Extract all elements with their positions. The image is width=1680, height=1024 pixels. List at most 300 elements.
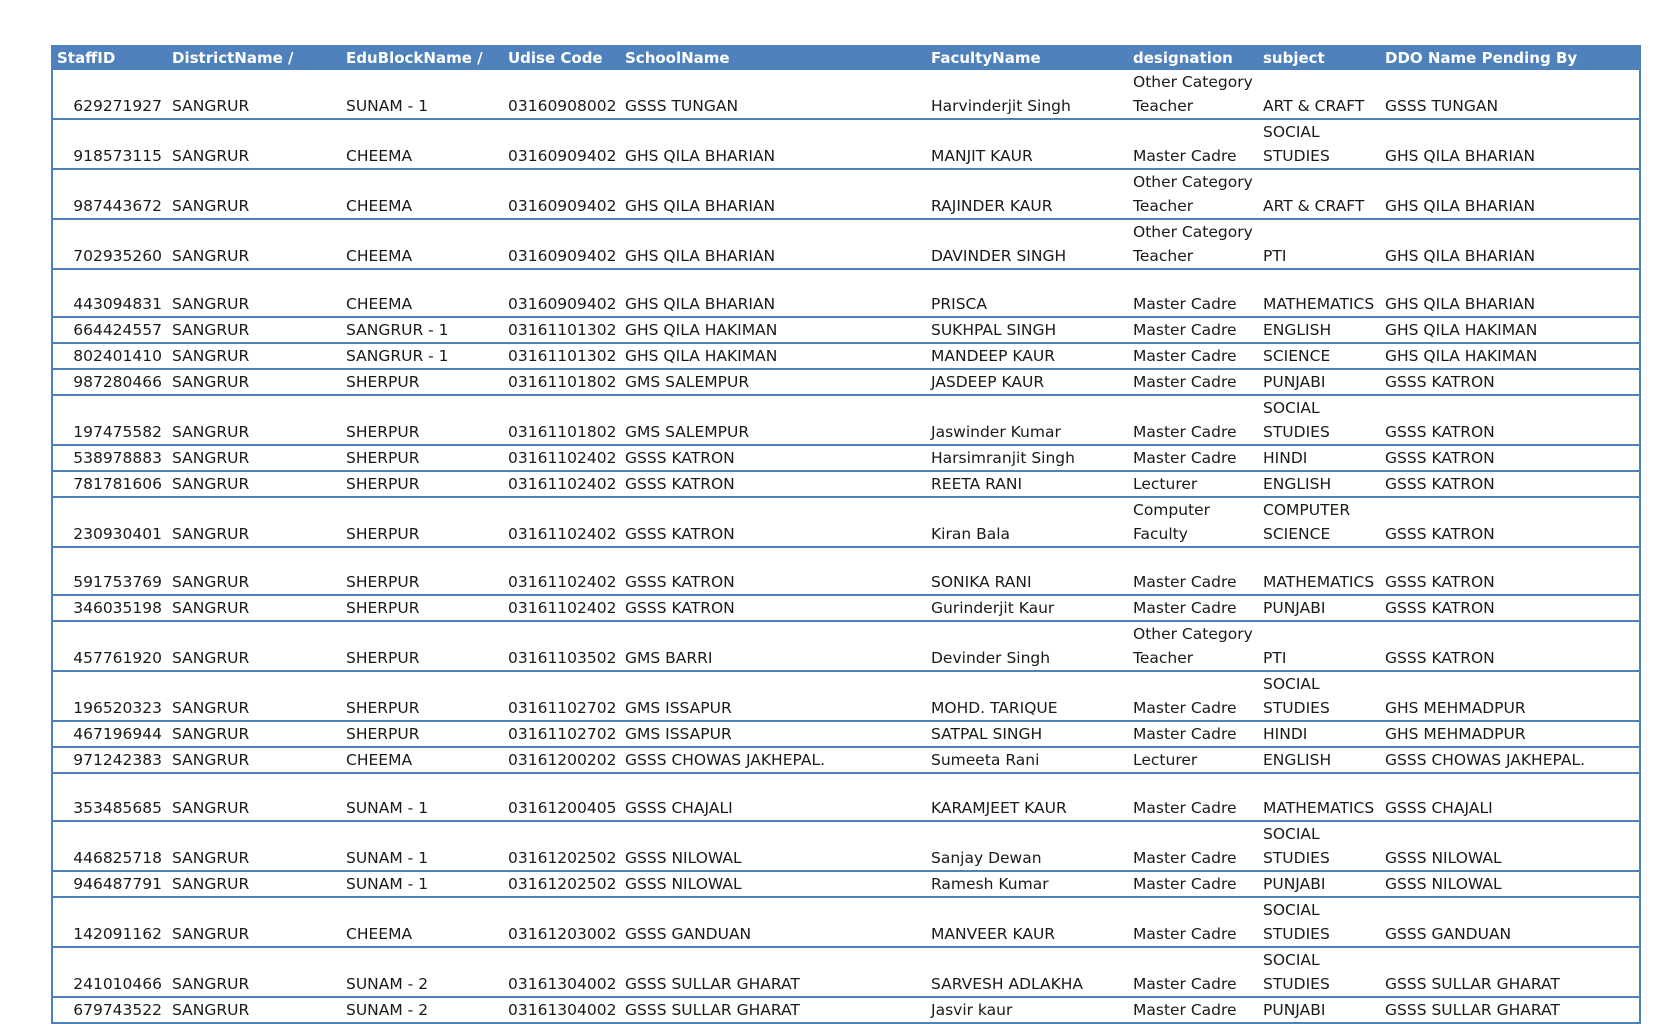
cell-ddo[interactable]: GHS MEHMADPUR bbox=[1385, 725, 1526, 743]
cell-district[interactable]: SANGRUR bbox=[172, 799, 250, 817]
cell-udise[interactable]: 03161102702 bbox=[508, 699, 617, 717]
cell-designation[interactable] bbox=[1129, 821, 1259, 871]
table-row[interactable] bbox=[52, 497, 1640, 547]
cell-school[interactable]: GSSS KATRON bbox=[625, 599, 735, 617]
cell-edublock[interactable]: SANGRUR - 1 bbox=[346, 321, 449, 339]
cell-district[interactable]: SANGRUR bbox=[172, 599, 250, 617]
cell-designation[interactable] bbox=[1129, 169, 1259, 219]
cell-subject[interactable] bbox=[1259, 821, 1381, 871]
cell-designation[interactable] bbox=[1129, 621, 1259, 671]
cell-designation[interactable] bbox=[1129, 871, 1259, 897]
cell-ddo[interactable]: GSSS KATRON bbox=[1385, 423, 1495, 441]
cell-staffid[interactable]: 679743522 bbox=[73, 1001, 162, 1019]
cell-edublock[interactable]: SHERPUR bbox=[346, 649, 420, 667]
cell-edublock[interactable]: CHEEMA bbox=[346, 147, 413, 165]
cell-designation[interactable] bbox=[1129, 269, 1259, 317]
cell-designation[interactable] bbox=[1129, 70, 1259, 119]
cell-designation-line: Other Category bbox=[1133, 73, 1253, 91]
cell-faculty[interactable]: RAJINDER KAUR bbox=[931, 197, 1053, 215]
cell-staffid[interactable]: 781781606 bbox=[73, 475, 162, 493]
cell-edublock[interactable]: SHERPUR bbox=[346, 573, 420, 591]
cell-udise[interactable]: 03161102702 bbox=[508, 725, 617, 743]
cell-faculty[interactable]: MOHD. TARIQUE bbox=[931, 699, 1058, 717]
cell-district[interactable]: SANGRUR bbox=[172, 649, 250, 667]
table-body bbox=[52, 70, 1640, 1023]
cell-ddo[interactable]: GSSS KATRON bbox=[1385, 373, 1495, 391]
spreadsheet-page bbox=[51, 45, 1639, 1024]
cell-ddo[interactable]: GSSS NILOWAL bbox=[1385, 875, 1502, 893]
cell-school[interactable]: GHS QILA HAKIMAN bbox=[625, 347, 778, 365]
cell-udise[interactable]: 03161101302 bbox=[508, 321, 617, 339]
cell-ddo[interactable]: GSSS KATRON bbox=[1385, 525, 1495, 543]
cell-faculty[interactable]: MANDEEP KAUR bbox=[931, 347, 1055, 365]
cell-subject[interactable] bbox=[1259, 747, 1381, 773]
cell-school[interactable]: GSSS KATRON bbox=[625, 573, 735, 591]
header-subject[interactable]: subject bbox=[1259, 45, 1381, 70]
cell-subject[interactable] bbox=[1259, 947, 1381, 997]
cell-faculty[interactable]: MANJIT KAUR bbox=[931, 147, 1033, 165]
table-row[interactable] bbox=[52, 595, 1640, 621]
header-staffid[interactable]: StaffID bbox=[52, 45, 168, 70]
cell-district[interactable]: SANGRUR bbox=[172, 975, 250, 993]
cell-staffid[interactable]: 446825718 bbox=[73, 849, 162, 867]
header-faculty[interactable]: FacultyName bbox=[927, 45, 1129, 70]
cell-designation[interactable] bbox=[1129, 671, 1259, 721]
cell-ddo[interactable]: GSSS CHAJALI bbox=[1385, 799, 1493, 817]
cell-designation-line: Other Category bbox=[1133, 223, 1253, 241]
table-row[interactable] bbox=[52, 445, 1640, 471]
cell-designation[interactable] bbox=[1129, 219, 1259, 269]
cell-subject-line: MATHEMATICS bbox=[1263, 799, 1375, 817]
cell-subject-line: ENGLISH bbox=[1263, 475, 1332, 493]
table-row[interactable] bbox=[52, 317, 1640, 343]
cell-subject-line: ENGLISH bbox=[1263, 321, 1332, 339]
cell-ddo[interactable]: GSSS KATRON bbox=[1385, 449, 1495, 467]
table-row[interactable] bbox=[52, 70, 1640, 119]
cell-subject[interactable] bbox=[1259, 395, 1381, 445]
cell-udise[interactable]: 03161200202 bbox=[508, 751, 617, 769]
table-header bbox=[52, 45, 1640, 70]
cell-district[interactable]: SANGRUR bbox=[172, 925, 250, 943]
cell-designation[interactable] bbox=[1129, 547, 1259, 595]
cell-edublock[interactable]: SUNAM - 1 bbox=[346, 849, 429, 867]
cell-subject[interactable] bbox=[1259, 497, 1381, 547]
cell-faculty[interactable]: SONIKA RANI bbox=[931, 573, 1032, 591]
cell-faculty[interactable]: SATPAL SINGH bbox=[931, 725, 1043, 743]
cell-subject-line: PUNJABI bbox=[1263, 1001, 1326, 1019]
cell-edublock[interactable]: SUNAM - 1 bbox=[346, 875, 429, 893]
cell-udise[interactable]: 03161102402 bbox=[508, 449, 617, 467]
cell-faculty[interactable]: Sumeeta Rani bbox=[931, 751, 1040, 769]
table-row[interactable] bbox=[52, 621, 1640, 671]
cell-faculty[interactable]: Devinder Singh bbox=[931, 649, 1051, 667]
cell-subject[interactable] bbox=[1259, 369, 1381, 395]
cell-udise[interactable]: 03161202502 bbox=[508, 875, 617, 893]
cell-subject[interactable] bbox=[1259, 897, 1381, 947]
header-ddo[interactable]: DDO Name Pending By bbox=[1381, 45, 1640, 70]
cell-staffid[interactable]: 197475582 bbox=[73, 423, 162, 441]
cell-district[interactable]: SANGRUR bbox=[172, 875, 250, 893]
cell-designation-line: Lecturer bbox=[1133, 751, 1198, 769]
cell-faculty[interactable]: JASDEEP KAUR bbox=[931, 373, 1045, 391]
cell-subject-line: MATHEMATICS bbox=[1263, 295, 1375, 313]
cell-school[interactable]: GSSS TUNGAN bbox=[625, 97, 739, 115]
cell-udise[interactable]: 03160909402 bbox=[508, 295, 617, 313]
cell-faculty[interactable]: MANVEER KAUR bbox=[931, 925, 1056, 943]
cell-school[interactable]: GMS ISSAPUR bbox=[625, 699, 732, 717]
cell-staffid[interactable]: 241010466 bbox=[73, 975, 162, 993]
cell-edublock[interactable]: SHERPUR bbox=[346, 725, 420, 743]
cell-faculty[interactable]: SUKHPAL SINGH bbox=[931, 321, 1057, 339]
cell-udise[interactable]: 03161103502 bbox=[508, 649, 617, 667]
cell-ddo[interactable]: GSSS TUNGAN bbox=[1385, 97, 1499, 115]
cell-ddo[interactable]: GSSS KATRON bbox=[1385, 573, 1495, 591]
cell-designation-line: Master Cadre bbox=[1133, 147, 1237, 165]
cell-district[interactable]: SANGRUR bbox=[172, 347, 250, 365]
cell-subject-line: SOCIAL bbox=[1263, 901, 1320, 919]
header-district[interactable]: DistrictName / bbox=[168, 45, 342, 70]
cell-school[interactable]: GSSS KATRON bbox=[625, 525, 735, 543]
cell-staffid[interactable]: 457761920 bbox=[73, 649, 162, 667]
cell-designation-line: Master Cadre bbox=[1133, 295, 1237, 313]
cell-udise[interactable]: 03161102402 bbox=[508, 573, 617, 591]
cell-edublock[interactable]: SUNAM - 2 bbox=[346, 975, 429, 993]
cell-designation-line: Master Cadre bbox=[1133, 373, 1237, 391]
cell-district[interactable]: SANGRUR bbox=[172, 197, 250, 215]
cell-school[interactable]: GMS BARRI bbox=[625, 649, 713, 667]
cell-faculty[interactable]: Ramesh Kumar bbox=[931, 875, 1049, 893]
cell-staffid[interactable]: 702935260 bbox=[73, 247, 162, 265]
cell-school[interactable]: GSSS NILOWAL bbox=[625, 849, 742, 867]
table-row[interactable] bbox=[52, 119, 1640, 169]
table-row[interactable] bbox=[52, 269, 1640, 317]
cell-subject-line: STUDIES bbox=[1263, 925, 1330, 943]
cell-ddo[interactable]: GHS QILA BHARIAN bbox=[1385, 147, 1536, 165]
cell-school[interactable]: GHS QILA HAKIMAN bbox=[625, 321, 778, 339]
cell-designation[interactable] bbox=[1129, 997, 1259, 1023]
cell-subject[interactable] bbox=[1259, 671, 1381, 721]
table-row[interactable] bbox=[52, 721, 1640, 747]
cell-district[interactable]: SANGRUR bbox=[172, 1001, 250, 1019]
cell-subject[interactable] bbox=[1259, 773, 1381, 821]
cell-designation[interactable] bbox=[1129, 317, 1259, 343]
cell-faculty[interactable]: REETA RANI bbox=[931, 475, 1023, 493]
cell-designation[interactable] bbox=[1129, 947, 1259, 997]
table-row[interactable] bbox=[52, 343, 1640, 369]
cell-ddo[interactable]: GSSS KATRON bbox=[1385, 649, 1495, 667]
cell-staffid[interactable]: 230930401 bbox=[73, 525, 162, 543]
cell-subject-line: COMPUTER bbox=[1263, 501, 1351, 519]
table-row[interactable] bbox=[52, 671, 1640, 721]
cell-school[interactable]: GMS SALEMPUR bbox=[625, 373, 750, 391]
cell-subject[interactable] bbox=[1259, 721, 1381, 747]
cell-subject[interactable] bbox=[1259, 70, 1381, 119]
cell-designation-line: Master Cadre bbox=[1133, 573, 1237, 591]
cell-district[interactable]: SANGRUR bbox=[172, 321, 250, 339]
cell-edublock[interactable]: CHEEMA bbox=[346, 751, 413, 769]
cell-udise[interactable]: 03161304002 bbox=[508, 1001, 617, 1019]
cell-school[interactable]: GSSS NILOWAL bbox=[625, 875, 742, 893]
cell-subject[interactable] bbox=[1259, 343, 1381, 369]
table-row[interactable] bbox=[52, 547, 1640, 595]
cell-staffid[interactable]: 353485685 bbox=[73, 799, 162, 817]
cell-edublock[interactable]: CHEEMA bbox=[346, 295, 413, 313]
cell-district[interactable]: SANGRUR bbox=[172, 449, 250, 467]
cell-faculty[interactable]: PRISCA bbox=[931, 295, 987, 313]
cell-staffid[interactable]: 987280466 bbox=[73, 373, 162, 391]
cell-udise[interactable]: 03161102402 bbox=[508, 525, 617, 543]
cell-udise[interactable]: 03160909402 bbox=[508, 247, 617, 265]
table-row[interactable] bbox=[52, 471, 1640, 497]
cell-district[interactable]: SANGRUR bbox=[172, 849, 250, 867]
cell-udise[interactable]: 03160909402 bbox=[508, 147, 617, 165]
header-udise[interactable]: Udise Code bbox=[504, 45, 621, 70]
cell-designation-line: Master Cadre bbox=[1133, 725, 1237, 743]
cell-subject-line: ART & CRAFT bbox=[1263, 97, 1365, 115]
cell-faculty[interactable]: DAVINDER SINGH bbox=[931, 247, 1067, 265]
cell-ddo[interactable]: GHS QILA BHARIAN bbox=[1385, 295, 1536, 313]
cell-district[interactable]: SANGRUR bbox=[172, 525, 250, 543]
cell-school[interactable]: GSSS KATRON bbox=[625, 475, 735, 493]
cell-designation[interactable] bbox=[1129, 445, 1259, 471]
cell-ddo[interactable]: GSSS KATRON bbox=[1385, 599, 1495, 617]
header-row bbox=[52, 45, 1640, 70]
cell-designation[interactable] bbox=[1129, 747, 1259, 773]
cell-staffid[interactable]: 142091162 bbox=[73, 925, 162, 943]
cell-school[interactable]: GSSS SULLAR GHARAT bbox=[625, 975, 800, 993]
cell-designation[interactable] bbox=[1129, 897, 1259, 947]
cell-school[interactable]: GHS QILA BHARIAN bbox=[625, 295, 776, 313]
cell-designation[interactable] bbox=[1129, 369, 1259, 395]
cell-subject-line: ART & CRAFT bbox=[1263, 197, 1365, 215]
cell-ddo[interactable]: GHS QILA BHARIAN bbox=[1385, 247, 1536, 265]
cell-ddo[interactable]: GHS MEHMADPUR bbox=[1385, 699, 1526, 717]
cell-ddo[interactable]: GSSS GANDUAN bbox=[1385, 925, 1512, 943]
cell-designation-line: Master Cadre bbox=[1133, 925, 1237, 943]
cell-school[interactable]: GHS QILA BHARIAN bbox=[625, 197, 776, 215]
cell-subject[interactable] bbox=[1259, 119, 1381, 169]
cell-subject-line: PUNJABI bbox=[1263, 875, 1326, 893]
cell-staffid[interactable]: 629271927 bbox=[73, 97, 162, 115]
table-row[interactable] bbox=[52, 821, 1640, 871]
cell-subject-line: SCIENCE bbox=[1263, 525, 1331, 543]
cell-edublock[interactable]: SUNAM - 2 bbox=[346, 1001, 429, 1019]
cell-subject[interactable] bbox=[1259, 547, 1381, 595]
cell-staffid[interactable]: 443094831 bbox=[73, 295, 162, 313]
cell-staffid[interactable]: 538978883 bbox=[73, 449, 162, 467]
cell-edublock[interactable]: SUNAM - 1 bbox=[346, 799, 429, 817]
cell-designation[interactable] bbox=[1129, 497, 1259, 547]
cell-subject-line: SOCIAL bbox=[1263, 675, 1320, 693]
cell-designation-line: Computer bbox=[1133, 501, 1211, 519]
cell-subject[interactable] bbox=[1259, 445, 1381, 471]
table-row[interactable] bbox=[52, 219, 1640, 269]
cell-edublock[interactable]: CHEEMA bbox=[346, 925, 413, 943]
cell-edublock[interactable]: SHERPUR bbox=[346, 423, 420, 441]
cell-udise[interactable]: 03161304002 bbox=[508, 975, 617, 993]
cell-subject-line: STUDIES bbox=[1263, 975, 1330, 993]
table-row[interactable] bbox=[52, 747, 1640, 773]
table-row[interactable] bbox=[52, 871, 1640, 897]
cell-faculty[interactable]: Jaswinder Kumar bbox=[931, 423, 1061, 441]
cell-faculty[interactable]: KARAMJEET KAUR bbox=[931, 799, 1067, 817]
cell-designation[interactable] bbox=[1129, 119, 1259, 169]
header-designation[interactable]: designation bbox=[1129, 45, 1259, 70]
cell-district[interactable]: SANGRUR bbox=[172, 423, 250, 441]
cell-designation-line: Master Cadre bbox=[1133, 347, 1237, 365]
cell-ddo[interactable]: GSSS NILOWAL bbox=[1385, 849, 1502, 867]
cell-designation[interactable] bbox=[1129, 773, 1259, 821]
table-row[interactable] bbox=[52, 169, 1640, 219]
cell-ddo[interactable]: GSSS SULLAR GHARAT bbox=[1385, 975, 1560, 993]
cell-edublock[interactable]: SANGRUR - 1 bbox=[346, 347, 449, 365]
cell-designation[interactable] bbox=[1129, 471, 1259, 497]
cell-district[interactable]: SANGRUR bbox=[172, 725, 250, 743]
cell-district[interactable]: SANGRUR bbox=[172, 295, 250, 313]
table-row[interactable] bbox=[52, 395, 1640, 445]
cell-subject-line: PUNJABI bbox=[1263, 373, 1326, 391]
cell-ddo[interactable]: GSSS CHOWAS JAKHEPAL. bbox=[1385, 751, 1586, 769]
cell-designation[interactable] bbox=[1129, 595, 1259, 621]
cell-udise[interactable]: 03161102402 bbox=[508, 599, 617, 617]
cell-ddo[interactable]: GHS QILA HAKIMAN bbox=[1385, 321, 1538, 339]
cell-school[interactable]: GHS QILA BHARIAN bbox=[625, 247, 776, 265]
cell-designation-line: Master Cadre bbox=[1133, 1001, 1237, 1019]
cell-faculty[interactable]: Sanjay Dewan bbox=[931, 849, 1042, 867]
cell-udise[interactable]: 03161202502 bbox=[508, 849, 617, 867]
cell-subject-line: ENGLISH bbox=[1263, 751, 1332, 769]
cell-district[interactable]: SANGRUR bbox=[172, 147, 250, 165]
cell-district[interactable]: SANGRUR bbox=[172, 373, 250, 391]
cell-school[interactable]: GMS SALEMPUR bbox=[625, 423, 750, 441]
cell-udise[interactable]: 03160908002 bbox=[508, 97, 617, 115]
cell-designation[interactable] bbox=[1129, 721, 1259, 747]
cell-edublock[interactable]: SUNAM - 1 bbox=[346, 97, 429, 115]
cell-school[interactable]: GSSS GANDUAN bbox=[625, 925, 752, 943]
cell-staffid[interactable]: 467196944 bbox=[73, 725, 162, 743]
cell-staffid[interactable]: 971242383 bbox=[73, 751, 162, 769]
cell-edublock[interactable]: SHERPUR bbox=[346, 525, 420, 543]
cell-ddo[interactable]: GHS QILA HAKIMAN bbox=[1385, 347, 1538, 365]
cell-subject[interactable] bbox=[1259, 471, 1381, 497]
cell-staffid[interactable]: 946487791 bbox=[73, 875, 162, 893]
cell-edublock[interactable]: SHERPUR bbox=[346, 475, 420, 493]
cell-staffid[interactable]: 664424557 bbox=[73, 321, 162, 339]
cell-subject-line: SOCIAL bbox=[1263, 825, 1320, 843]
table-row[interactable] bbox=[52, 773, 1640, 821]
cell-edublock[interactable]: SHERPUR bbox=[346, 449, 420, 467]
cell-staffid[interactable]: 196520323 bbox=[73, 699, 162, 717]
cell-edublock[interactable]: SHERPUR bbox=[346, 599, 420, 617]
cell-faculty[interactable]: Harvinderjit Singh bbox=[931, 97, 1071, 115]
cell-subject-line: STUDIES bbox=[1263, 147, 1330, 165]
cell-designation-line: Other Category bbox=[1133, 625, 1253, 643]
header-edublock[interactable]: EduBlockName / bbox=[342, 45, 504, 70]
cell-subject[interactable] bbox=[1259, 997, 1381, 1023]
cell-edublock[interactable]: CHEEMA bbox=[346, 247, 413, 265]
table-row[interactable] bbox=[52, 997, 1640, 1023]
cell-designation-line: Master Cadre bbox=[1133, 423, 1237, 441]
cell-subject[interactable] bbox=[1259, 269, 1381, 317]
cell-designation[interactable] bbox=[1129, 395, 1259, 445]
cell-subject[interactable] bbox=[1259, 219, 1381, 269]
cell-designation-line: Faculty bbox=[1133, 525, 1188, 543]
cell-faculty[interactable]: Jasvir kaur bbox=[931, 1001, 1013, 1019]
cell-designation-line: Teacher bbox=[1133, 97, 1194, 115]
cell-school[interactable]: GSSS SULLAR GHARAT bbox=[625, 1001, 800, 1019]
cell-district[interactable]: SANGRUR bbox=[172, 699, 250, 717]
cell-designation-line: Master Cadre bbox=[1133, 321, 1237, 339]
cell-udise[interactable]: 03161200405 bbox=[508, 799, 617, 817]
cell-subject[interactable] bbox=[1259, 169, 1381, 219]
cell-edublock[interactable]: CHEEMA bbox=[346, 197, 413, 215]
cell-district[interactable]: SANGRUR bbox=[172, 573, 250, 591]
cell-udise[interactable]: 03160909402 bbox=[508, 197, 617, 215]
cell-staffid[interactable]: 987443672 bbox=[73, 197, 162, 215]
cell-faculty[interactable]: SARVESH ADLAKHA bbox=[931, 975, 1084, 993]
cell-district[interactable]: SANGRUR bbox=[172, 97, 250, 115]
cell-subject[interactable] bbox=[1259, 595, 1381, 621]
header-school[interactable]: SchoolName bbox=[621, 45, 927, 70]
cell-udise[interactable]: 03161101802 bbox=[508, 423, 617, 441]
cell-ddo[interactable]: GSSS KATRON bbox=[1385, 475, 1495, 493]
cell-subject-line: STUDIES bbox=[1263, 423, 1330, 441]
cell-subject[interactable] bbox=[1259, 317, 1381, 343]
cell-edublock[interactable]: SHERPUR bbox=[346, 373, 420, 391]
cell-udise[interactable]: 03161101802 bbox=[508, 373, 617, 391]
staff-table bbox=[51, 45, 1641, 1024]
cell-school[interactable]: GMS ISSAPUR bbox=[625, 725, 732, 743]
cell-district[interactable]: SANGRUR bbox=[172, 247, 250, 265]
table-row[interactable] bbox=[52, 947, 1640, 997]
cell-designation[interactable] bbox=[1129, 343, 1259, 369]
cell-district[interactable]: SANGRUR bbox=[172, 751, 250, 769]
cell-faculty[interactable]: Kiran Bala bbox=[931, 525, 1011, 543]
cell-subject-line: PUNJABI bbox=[1263, 599, 1326, 617]
cell-udise[interactable]: 03161101302 bbox=[508, 347, 617, 365]
cell-udise[interactable]: 03161203002 bbox=[508, 925, 617, 943]
cell-school[interactable]: GHS QILA BHARIAN bbox=[625, 147, 776, 165]
cell-ddo[interactable]: GHS QILA BHARIAN bbox=[1385, 197, 1536, 215]
cell-designation-line: Lecturer bbox=[1133, 475, 1198, 493]
cell-school[interactable]: GSSS KATRON bbox=[625, 449, 735, 467]
cell-designation-line: Master Cadre bbox=[1133, 975, 1237, 993]
cell-subject[interactable] bbox=[1259, 621, 1381, 671]
cell-school[interactable]: GSSS CHAJALI bbox=[625, 799, 733, 817]
cell-school[interactable]: GSSS CHOWAS JAKHEPAL. bbox=[625, 751, 826, 769]
cell-edublock[interactable]: SHERPUR bbox=[346, 699, 420, 717]
cell-subject-line: SCIENCE bbox=[1263, 347, 1331, 365]
table-row[interactable] bbox=[52, 369, 1640, 395]
cell-subject-line: PTI bbox=[1263, 247, 1287, 265]
table-row[interactable] bbox=[52, 897, 1640, 947]
cell-subject[interactable] bbox=[1259, 871, 1381, 897]
cell-designation-line: Other Category bbox=[1133, 173, 1253, 191]
cell-designation-line: Teacher bbox=[1133, 649, 1194, 667]
cell-staffid[interactable]: 346035198 bbox=[73, 599, 162, 617]
cell-designation-line: Teacher bbox=[1133, 247, 1194, 265]
cell-staffid[interactable]: 591753769 bbox=[73, 573, 162, 591]
cell-subject-line: HINDI bbox=[1263, 725, 1308, 743]
cell-district[interactable]: SANGRUR bbox=[172, 475, 250, 493]
cell-designation-line: Master Cadre bbox=[1133, 799, 1237, 817]
cell-staffid[interactable]: 802401410 bbox=[73, 347, 162, 365]
cell-staffid[interactable]: 918573115 bbox=[73, 147, 162, 165]
cell-ddo[interactable]: GSSS SULLAR GHARAT bbox=[1385, 1001, 1560, 1019]
cell-faculty[interactable]: Harsimranjit Singh bbox=[931, 449, 1075, 467]
cell-faculty[interactable]: Gurinderjit Kaur bbox=[931, 599, 1055, 617]
cell-udise[interactable]: 03161102402 bbox=[508, 475, 617, 493]
